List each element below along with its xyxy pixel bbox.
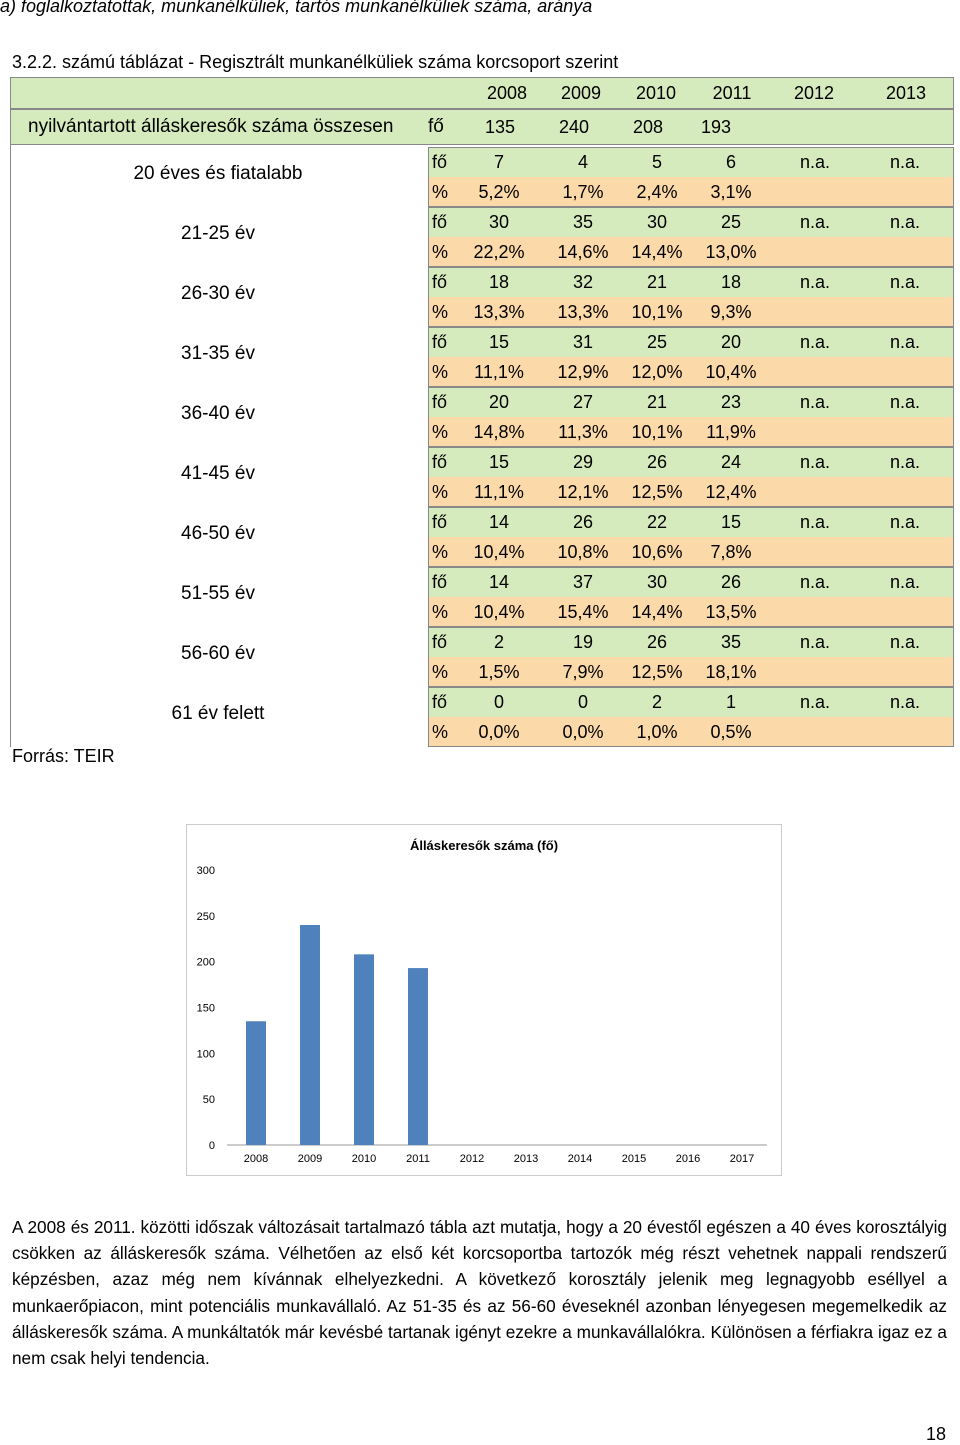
bar bbox=[408, 968, 428, 1145]
pct-value: 0,0% bbox=[562, 722, 604, 742]
pct-value: 12,4% bbox=[705, 482, 757, 502]
chart-title: Álláskeresők száma (fő) bbox=[409, 838, 559, 853]
pct-value: 14,4% bbox=[631, 242, 683, 262]
unit-pct: % bbox=[432, 722, 449, 742]
pct-value: 10,1% bbox=[631, 302, 683, 322]
fo-value: 24 bbox=[720, 452, 742, 472]
unit-pct: % bbox=[432, 362, 449, 382]
fo-value: 25 bbox=[720, 212, 742, 232]
y-tick-label: 250 bbox=[196, 910, 215, 923]
unit-pct: % bbox=[432, 422, 449, 442]
x-tick-label: 2013 bbox=[513, 1153, 539, 1165]
fo-value: 30 bbox=[646, 572, 668, 592]
fo-value: n.a. bbox=[799, 332, 831, 352]
age-group-label: 21-25 év bbox=[181, 223, 255, 244]
pct-value: 11,3% bbox=[558, 422, 608, 442]
age-group-label: 41-45 év bbox=[181, 463, 255, 484]
fo-value: 31 bbox=[572, 332, 594, 352]
unit-pct: % bbox=[432, 182, 449, 202]
pct-value: 10,1% bbox=[631, 422, 683, 442]
pct-value: 1,7% bbox=[562, 182, 604, 202]
pct-value: 12,5% bbox=[631, 482, 683, 502]
bar-chart bbox=[186, 824, 782, 1176]
age-group-label: 31-35 év bbox=[181, 343, 255, 364]
unit-fo: fő bbox=[432, 332, 448, 352]
pct-value: 12,9% bbox=[557, 362, 609, 382]
pct-value: 15,4% bbox=[557, 602, 609, 622]
pct-value: 14,8% bbox=[473, 422, 525, 442]
table-title: 3.2.2. számú táblázat - Regisztrált munkanélküliek száma korcsoport szerint bbox=[12, 52, 619, 72]
total-unit: fő bbox=[428, 116, 444, 137]
fo-value: 37 bbox=[572, 572, 594, 592]
pct-value: 13,3% bbox=[557, 302, 609, 322]
unit-pct: % bbox=[432, 302, 449, 322]
fo-value: 30 bbox=[488, 212, 510, 232]
fo-value: n.a. bbox=[799, 452, 831, 472]
year-header: 2010 bbox=[635, 83, 677, 103]
fo-value: 15 bbox=[488, 332, 510, 352]
x-tick-label: 2009 bbox=[297, 1153, 323, 1165]
fo-value: 29 bbox=[572, 452, 594, 472]
fo-value: 4 bbox=[577, 152, 588, 172]
fo-value: n.a. bbox=[889, 272, 921, 292]
fo-value: n.a. bbox=[889, 692, 921, 712]
y-tick-label: 100 bbox=[196, 1048, 215, 1061]
unit-fo: fő bbox=[432, 272, 448, 292]
fo-value: 27 bbox=[572, 392, 594, 412]
chart-canvas bbox=[187, 825, 781, 1175]
pct-value: 10,4% bbox=[705, 362, 757, 382]
pct-value: 10,8% bbox=[557, 542, 609, 562]
total-label: nyilvántartott álláskeresők száma összesen bbox=[28, 116, 394, 137]
pct-value: 0,0% bbox=[478, 722, 520, 742]
year-header: 2012 bbox=[793, 83, 835, 103]
fo-value: n.a. bbox=[799, 392, 831, 412]
fo-value: 35 bbox=[572, 212, 594, 232]
fo-value: n.a. bbox=[889, 212, 921, 232]
fo-value: n.a. bbox=[799, 272, 831, 292]
pct-value: 1,0% bbox=[636, 722, 678, 742]
pct-value: 12,1% bbox=[557, 482, 609, 502]
pct-value: 22,2% bbox=[473, 242, 525, 262]
pct-value: 13,5% bbox=[705, 602, 757, 622]
fo-value: n.a. bbox=[799, 692, 831, 712]
fo-value: n.a. bbox=[799, 572, 831, 592]
unit-pct: % bbox=[432, 602, 449, 622]
fo-value: 18 bbox=[488, 272, 510, 292]
age-group-label: 36-40 év bbox=[181, 403, 255, 424]
pct-value: 2,4% bbox=[636, 182, 678, 202]
fo-value: n.a. bbox=[889, 152, 921, 172]
x-tick-label: 2008 bbox=[243, 1153, 269, 1165]
x-tick-label: 2010 bbox=[351, 1153, 377, 1165]
year-header: 2009 bbox=[560, 83, 602, 103]
fo-value: 19 bbox=[572, 632, 594, 652]
total-value: 240 bbox=[558, 117, 590, 137]
pct-value: 0,5% bbox=[710, 722, 752, 742]
year-header: 2011 bbox=[712, 83, 752, 103]
fo-value: 23 bbox=[720, 392, 742, 412]
unit-fo: fő bbox=[432, 452, 448, 472]
unit-fo: fő bbox=[432, 512, 448, 532]
fo-value: 14 bbox=[488, 572, 510, 592]
fo-value: 6 bbox=[725, 152, 736, 172]
unit-fo: fő bbox=[432, 212, 448, 232]
fo-value: n.a. bbox=[799, 152, 831, 172]
unit-pct: % bbox=[432, 542, 449, 562]
fo-value: 30 bbox=[646, 212, 668, 232]
pct-value: 9,3% bbox=[710, 302, 752, 322]
fo-value: n.a. bbox=[889, 452, 921, 472]
y-tick-label: 0 bbox=[208, 1140, 215, 1152]
fo-value: 2 bbox=[493, 632, 504, 652]
fo-value: 14 bbox=[488, 512, 510, 532]
age-group-label: 26-30 év bbox=[181, 283, 255, 304]
pct-value: 12,5% bbox=[631, 662, 683, 682]
unit-pct: % bbox=[432, 482, 449, 502]
pct-value: 11,1% bbox=[474, 362, 524, 382]
y-tick-label: 150 bbox=[196, 1002, 215, 1015]
fo-value: 5 bbox=[651, 152, 662, 172]
fo-value: 1 bbox=[725, 692, 736, 712]
fo-value: n.a. bbox=[889, 572, 921, 592]
pct-value: 10,4% bbox=[473, 542, 525, 562]
age-group-label: 56-60 év bbox=[181, 643, 255, 664]
unit-fo: fő bbox=[432, 152, 448, 172]
pct-value: 1,5% bbox=[478, 662, 520, 682]
source-note: Forrás: TEIR bbox=[12, 746, 115, 766]
fo-value: n.a. bbox=[889, 632, 921, 652]
fo-value: 21 bbox=[646, 392, 668, 412]
year-header: 2008 bbox=[486, 83, 528, 103]
y-tick-label: 50 bbox=[202, 1094, 215, 1107]
pct-value: 18,1% bbox=[705, 662, 757, 682]
total-value: 135 bbox=[484, 117, 516, 137]
total-value: 208 bbox=[632, 117, 664, 137]
bar bbox=[300, 925, 320, 1145]
x-tick-label: 2016 bbox=[675, 1153, 701, 1165]
fo-value: 35 bbox=[720, 632, 742, 652]
fo-value: 15 bbox=[488, 452, 510, 472]
pct-value: 11,9% bbox=[706, 422, 756, 442]
fo-value: 25 bbox=[646, 332, 668, 352]
unit-pct: % bbox=[432, 242, 449, 262]
fo-value: n.a. bbox=[799, 512, 831, 532]
bar bbox=[246, 1021, 266, 1145]
fo-value: n.a. bbox=[889, 332, 921, 352]
fo-value: n.a. bbox=[889, 512, 921, 532]
fo-value: 32 bbox=[572, 272, 594, 292]
unit-fo: fő bbox=[432, 692, 448, 712]
age-group-label: 61 év felett bbox=[171, 703, 265, 724]
y-tick-label: 300 bbox=[196, 865, 215, 877]
fo-value: n.a. bbox=[889, 392, 921, 412]
pct-value: 10,4% bbox=[473, 602, 525, 622]
fo-value: 2 bbox=[651, 692, 662, 712]
age-group-label: 46-50 év bbox=[181, 523, 255, 544]
fo-value: 22 bbox=[646, 512, 668, 532]
intro-heading: a) foglalkoztatottak, munkanélküliek, tartós munkanélküliek száma, aránya bbox=[0, 0, 593, 16]
pct-value: 14,4% bbox=[631, 602, 683, 622]
fo-value: 20 bbox=[488, 392, 510, 412]
age-group-label: 20 éves és fiatalabb bbox=[133, 163, 303, 184]
fo-value: 26 bbox=[720, 572, 742, 592]
fo-value: 18 bbox=[720, 272, 742, 292]
unit-fo: fő bbox=[432, 392, 448, 412]
age-group-label: 51-55 év bbox=[181, 583, 255, 604]
fo-value: 20 bbox=[720, 332, 742, 352]
pct-value: 13,0% bbox=[705, 242, 757, 262]
fo-value: 0 bbox=[577, 692, 588, 712]
page-number: 18 bbox=[925, 1424, 946, 1444]
fo-value: 26 bbox=[646, 632, 668, 652]
pct-value: 7,8% bbox=[710, 542, 752, 562]
fo-value: 0 bbox=[493, 692, 504, 712]
unit-fo: fő bbox=[432, 632, 448, 652]
fo-value: 15 bbox=[720, 512, 742, 532]
total-value: 193 bbox=[700, 117, 732, 137]
y-tick-label: 200 bbox=[196, 956, 215, 969]
pct-value: 14,6% bbox=[557, 242, 609, 262]
pct-value: 5,2% bbox=[478, 182, 520, 202]
x-tick-label: 2012 bbox=[459, 1153, 485, 1165]
pct-value: 7,9% bbox=[562, 662, 604, 682]
fo-value: 21 bbox=[646, 272, 668, 292]
pct-value: 10,6% bbox=[631, 542, 683, 562]
x-tick-label: 2014 bbox=[567, 1153, 593, 1165]
bar bbox=[354, 954, 374, 1145]
fo-value: n.a. bbox=[799, 632, 831, 652]
unit-fo: fő bbox=[432, 572, 448, 592]
fo-value: n.a. bbox=[799, 212, 831, 232]
pct-value: 11,1% bbox=[474, 482, 524, 502]
fo-value: 7 bbox=[493, 152, 504, 172]
body-paragraph: A 2008 és 2011. közötti időszak változásait tartalmazó tábla azt mutatja, hogy a 20 évestől egészen a 40 éves korosztályig csökken az álláskeresők száma. Vélhetően az első két korcsoportba tartozók még részt vehetnek nappali rendszerű képzésben, azaz még nem kívánnak elhelyezkedni. A következő korosztály jelenik meg legnagyobb eséllyel a munkaerőpiacon, mint potenciális munkavállaló. Az 51-35 és az 56-60 éveseknél azonban lényegesen megemelkedik az álláskeresők száma. A munkáltatók már kevésbé tartanak igényt ezekre a munkavállalókra. Különösen a férfiakra igaz ez a nem csak helyi tendencia. bbox=[12, 1217, 947, 1369]
fo-value: 26 bbox=[646, 452, 668, 472]
pct-value: 13,3% bbox=[473, 302, 525, 322]
age-label-column bbox=[10, 145, 428, 747]
x-tick-label: 2011 bbox=[406, 1153, 430, 1165]
fo-value: 26 bbox=[572, 512, 594, 532]
pct-value: 12,0% bbox=[631, 362, 683, 382]
unit-pct: % bbox=[432, 662, 449, 682]
x-tick-label: 2017 bbox=[729, 1153, 755, 1165]
pct-value: 3,1% bbox=[710, 182, 752, 202]
year-header: 2013 bbox=[885, 83, 927, 103]
x-tick-label: 2015 bbox=[621, 1153, 647, 1165]
